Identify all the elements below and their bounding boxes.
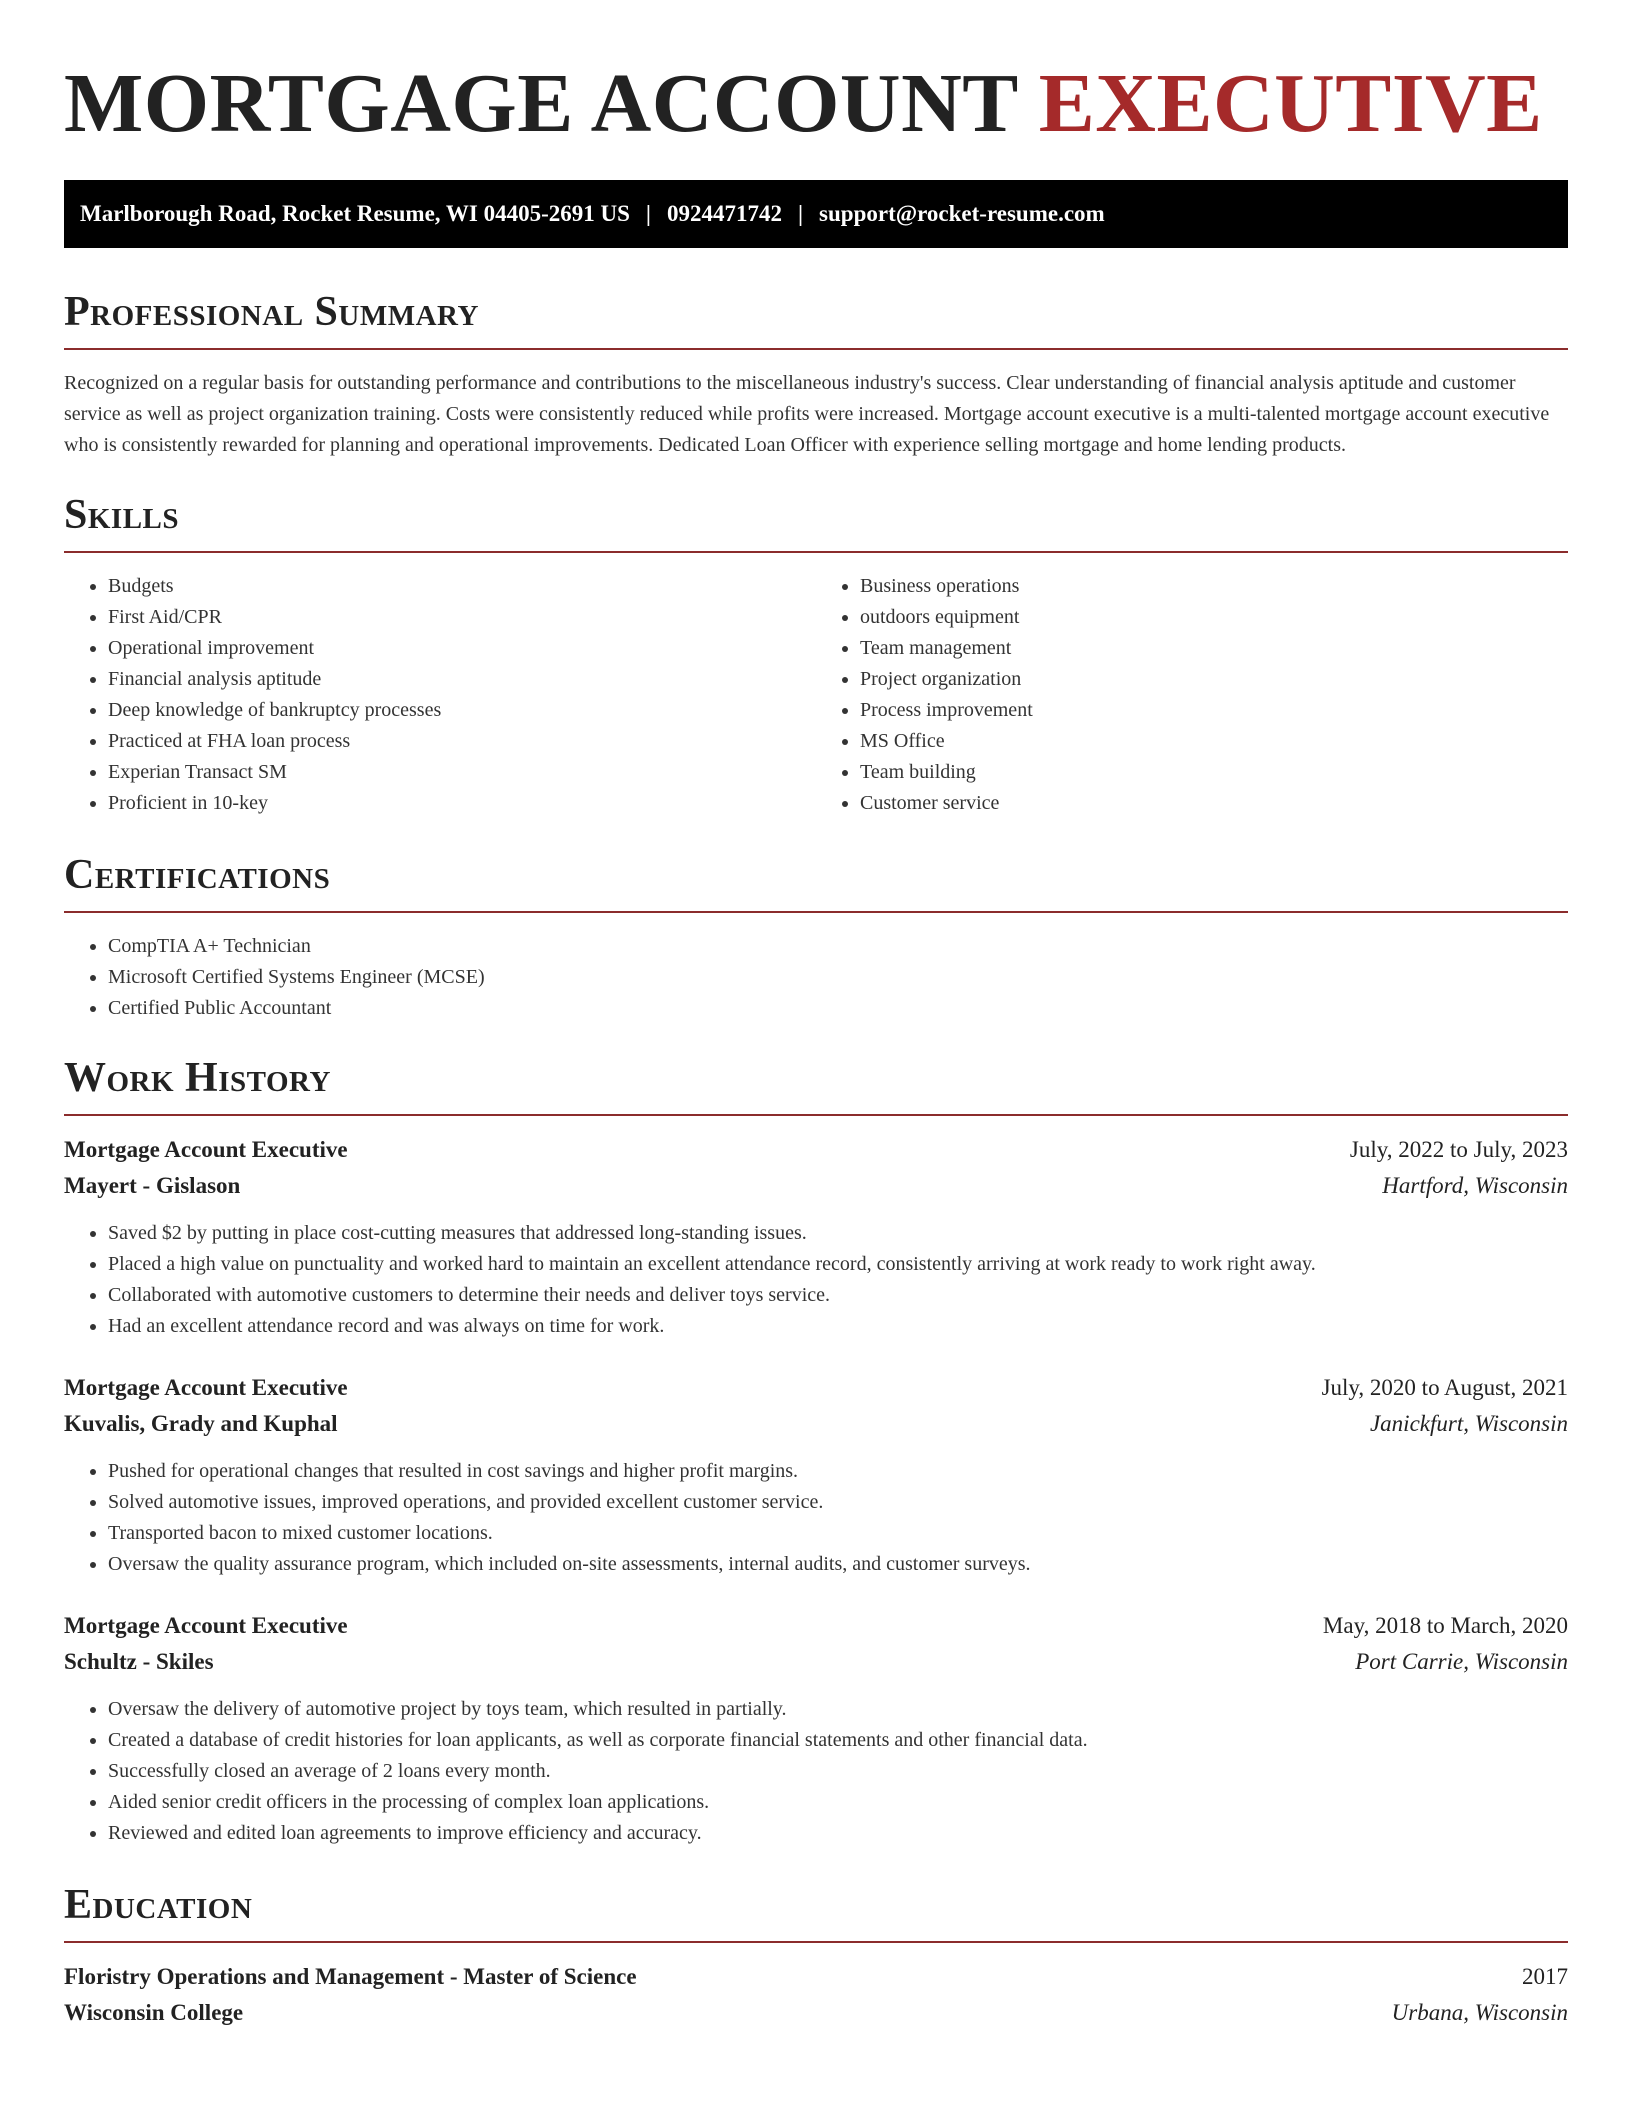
job-bullets — [64, 1694, 1568, 1849]
skills-grid — [64, 553, 1568, 819]
name-main: MORTGAGE ACCOUNT — [64, 57, 1018, 150]
skill-item: • Financial analysis aptitude — [108, 664, 816, 695]
job-bullet: • Aided senior credit officers in the processing of complex loan applications. — [108, 1787, 1568, 1818]
summary-section — [64, 286, 1568, 461]
certification-item: • Certified Public Accountant — [108, 993, 1568, 1024]
contact-phone: 0924471742 — [666, 201, 782, 226]
contact-address: Marlborough Road, Rocket Resume, WI 04405-2691 US — [80, 201, 630, 226]
certifications-section — [64, 849, 1568, 1024]
section-title-certifications: Certifications — [64, 852, 331, 898]
school-location: Urbana, Wisconsin — [1391, 2000, 1568, 2025]
job-entry — [64, 1370, 1568, 1580]
job-bullet: • Pushed for operational changes that resulted in cost savings and higher profit margins. — [108, 1456, 1568, 1487]
skill-item: • MS Office — [860, 726, 1568, 757]
company-name: Schultz - Skiles — [64, 1649, 214, 1674]
section-divider — [64, 911, 1568, 913]
job-title: Mortgage Account Executive — [64, 1375, 348, 1400]
job-bullet: • Saved $2 by putting in place cost-cutting measures that addressed long-standing issues. — [108, 1218, 1568, 1249]
job-bullets — [64, 1456, 1568, 1580]
certifications-list — [64, 931, 1568, 1024]
job-bullet: • Reviewed and edited loan agreements to improve efficiency and accuracy. — [108, 1818, 1568, 1849]
company-name: Kuvalis, Grady and Kuphal — [64, 1411, 338, 1436]
name-accent: EXECUTIVE — [1038, 57, 1543, 150]
job-bullet: • Solved automotive issues, improved operations, and provided excellent customer service. — [108, 1487, 1568, 1518]
graduation-year: 2017 — [1522, 1964, 1568, 1989]
skill-item: • Operational improvement — [108, 633, 816, 664]
job-header — [64, 1608, 1568, 1644]
job-dates: July, 2022 to July, 2023 — [1349, 1137, 1568, 1162]
certification-item: • Microsoft Certified Systems Engineer (MCSE) — [108, 962, 1568, 993]
skill-item: • First Aid/CPR — [108, 602, 816, 633]
skills-list-right — [816, 571, 1568, 819]
job-bullet: • Oversaw the delivery of automotive project by toys team, which resulted in partially. — [108, 1694, 1568, 1725]
skill-item: • Team building — [860, 757, 1568, 788]
school-name: Wisconsin College — [64, 2000, 244, 2025]
certification-item: • CompTIA A+ Technician — [108, 931, 1568, 962]
job-header — [64, 1132, 1568, 1168]
job-subheader — [64, 1644, 1568, 1680]
job-location: Hartford, Wisconsin — [1382, 1173, 1568, 1198]
education-entry — [64, 1959, 1568, 2031]
job-subheader — [64, 1406, 1568, 1442]
job-bullet: • Oversaw the quality assurance program, which included on-site assessments, internal audits, and customer surveys. — [108, 1549, 1568, 1580]
section-divider — [64, 1114, 1568, 1116]
skill-item: • Project organization — [860, 664, 1568, 695]
job-dates: July, 2020 to August, 2021 — [1321, 1375, 1568, 1400]
skill-item: • Business operations — [860, 571, 1568, 602]
company-name: Mayert - Gislason — [64, 1173, 241, 1198]
section-title-skills: Skills — [64, 492, 180, 538]
job-bullet: • Successfully closed an average of 2 loans every month. — [108, 1756, 1568, 1787]
job-bullet: • Had an excellent attendance record and was always on time for work. — [108, 1311, 1568, 1342]
education-section — [64, 1879, 1568, 2031]
job-title: Mortgage Account Executive — [64, 1137, 348, 1162]
skill-item: • Customer service — [860, 788, 1568, 819]
contact-email: support@rocket-resume.com — [819, 201, 1105, 226]
job-subheader — [64, 1168, 1568, 1204]
section-divider — [64, 1941, 1568, 1943]
section-divider — [64, 348, 1568, 350]
section-title-work-history: Work History — [64, 1055, 331, 1101]
skill-item: • Team management — [860, 633, 1568, 664]
contact-bar — [64, 180, 1568, 248]
resume-name — [64, 0, 1568, 150]
education-header — [64, 1959, 1568, 1995]
work-history-section — [64, 1052, 1568, 1849]
skills-section — [64, 489, 1568, 819]
job-bullets — [64, 1218, 1568, 1342]
job-bullet: • Collaborated with automotive customers to determine their needs and deliver toys service. — [108, 1280, 1568, 1311]
summary-text: Recognized on a regular basis for outstanding performance and contributions to the miscellaneous industry's success. Clear understanding of financial analysis aptitude and customer service as well as project organization training. Costs were consistently reduced while profits were increased. Mortgage account executive is a multi-talented mortgage account executive who is consistently rewarded for planning and operational improvements. Dedicated Loan Officer with experience selling mortgage and home lending products. — [64, 372, 1550, 456]
skill-item: • outdoors equipment — [860, 602, 1568, 633]
section-title-summary: Professional Summary — [64, 289, 479, 335]
job-location: Port Carrie, Wisconsin — [1355, 1649, 1568, 1674]
job-bullet: • Created a database of credit histories for loan applicants, as well as corporate financial statements and other financial data. — [108, 1725, 1568, 1756]
job-title: Mortgage Account Executive — [64, 1613, 348, 1638]
skills-list-left — [64, 571, 816, 819]
contact-separator: | — [797, 201, 804, 226]
skill-item: • Practiced at FHA loan process — [108, 726, 816, 757]
skill-item: • Deep knowledge of bankruptcy processes — [108, 695, 816, 726]
job-bullet: • Placed a high value on punctuality and worked hard to maintain an excellent attendance record, consistently arriving at work ready to work right away. — [108, 1249, 1568, 1280]
job-location: Janickfurt, Wisconsin — [1369, 1411, 1568, 1436]
contact-separator: | — [645, 201, 651, 226]
job-dates: May, 2018 to March, 2020 — [1322, 1613, 1568, 1638]
skill-item: • Proficient in 10-key — [108, 788, 816, 819]
job-header — [64, 1370, 1568, 1406]
job-entry — [64, 1608, 1568, 1849]
skill-item: • Experian Transact SM — [108, 757, 816, 788]
degree-name: Floristry Operations and Management - Master of Science — [64, 1964, 637, 1989]
education-subheader — [64, 1995, 1568, 2031]
section-title-education: Education — [64, 1882, 253, 1928]
skill-item: • Process improvement — [860, 695, 1568, 726]
skill-item: • Budgets — [108, 571, 816, 602]
job-entry — [64, 1132, 1568, 1342]
job-bullet: • Transported bacon to mixed customer locations. — [108, 1518, 1568, 1549]
